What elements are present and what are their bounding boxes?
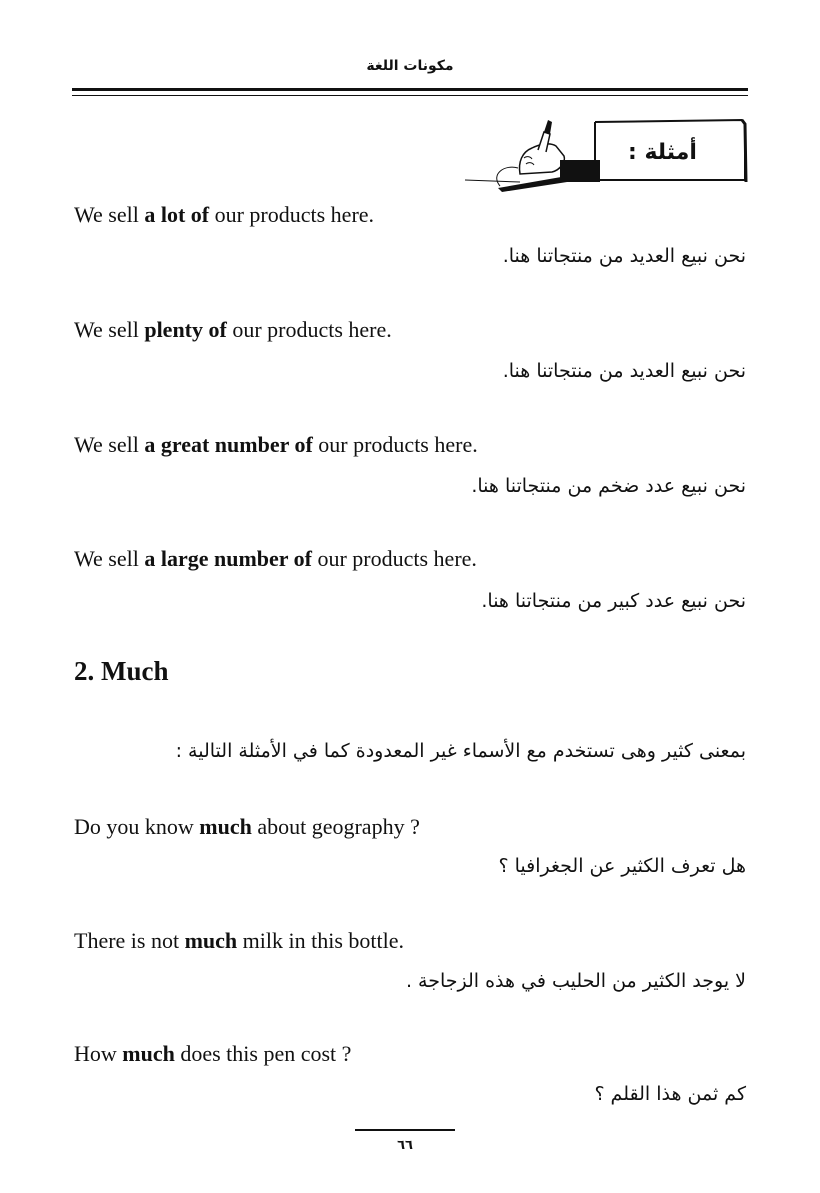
- highlighted-phrase: a great number of: [144, 432, 313, 457]
- example-translation: لا يوجد الكثير من الحليب في هذه الزجاجة .: [405, 970, 746, 992]
- examples-box-label: أمثلة :: [628, 140, 697, 165]
- examples-box-illustration: [460, 112, 750, 202]
- example-translation: نحن نبيع عدد ضخم من منتجاتنا هنا.: [471, 475, 746, 497]
- highlighted-phrase: much: [122, 1041, 175, 1066]
- example-sentence: We sell a large number of our products here.: [74, 546, 477, 571]
- example-sentence: We sell a great number of our products here.: [74, 432, 478, 457]
- example-sentence: How much does this pen cost ?: [74, 1041, 352, 1066]
- example-sentence: Do you know much about geography ?: [74, 814, 420, 839]
- example-translation: هل تعرف الكثير عن الجغرافيا ؟: [498, 855, 746, 877]
- footer-rule: [355, 1129, 455, 1131]
- example-sentence: There is not much milk in this bottle.: [74, 928, 404, 953]
- highlighted-phrase: much: [199, 814, 252, 839]
- page-number: ٦٦: [397, 1138, 413, 1153]
- highlighted-phrase: a large number of: [144, 546, 312, 571]
- section-intro: بمعنى كثير وهى تستخدم مع الأسماء غير المعدودة كما في الأمثلة التالية :: [175, 740, 746, 762]
- highlighted-phrase: a lot of: [144, 202, 210, 227]
- highlighted-phrase: plenty of: [144, 317, 227, 342]
- example-translation: نحن نبيع العديد من منتجاتنا هنا.: [502, 245, 746, 267]
- highlighted-phrase: much: [184, 928, 238, 953]
- header-rule-thin: [72, 95, 748, 96]
- page-header-title: مكونات اللغة: [366, 58, 454, 74]
- example-translation: نحن نبيع العديد من منتجاتنا هنا.: [502, 360, 746, 382]
- section-heading: 2. Much: [74, 656, 169, 686]
- example-translation: نحن نبيع عدد كبير من منتجاتنا هنا.: [481, 590, 746, 612]
- example-translation: كم ثمن هذا القلم ؟: [594, 1083, 746, 1105]
- example-sentence: We sell plenty of our products here.: [74, 317, 392, 342]
- example-sentence: We sell a lot of our products here.: [74, 202, 375, 227]
- header-rule-thick: [72, 88, 748, 91]
